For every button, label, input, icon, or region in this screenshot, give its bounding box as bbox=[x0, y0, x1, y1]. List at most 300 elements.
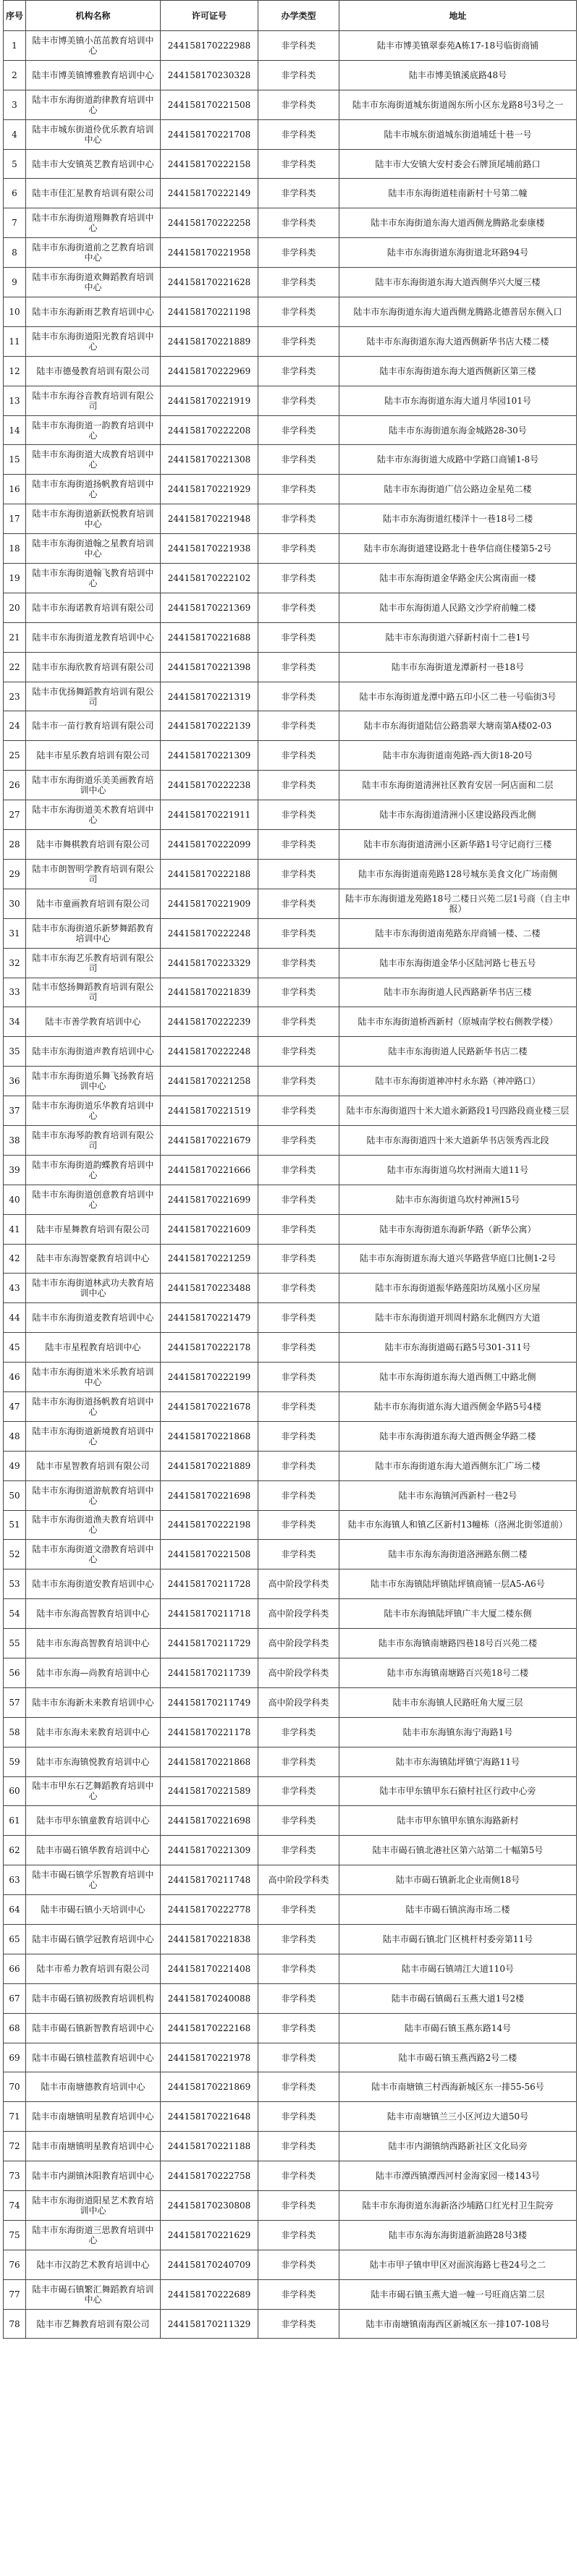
cell-index: 52 bbox=[4, 1540, 26, 1569]
cell-index: 72 bbox=[4, 2132, 26, 2161]
cell-index: 21 bbox=[4, 622, 26, 652]
cell-address: 陆丰市东海镇河西新村一巷2号 bbox=[339, 1480, 577, 1510]
cell-school-type: 非学科类 bbox=[258, 564, 339, 593]
cell-index: 33 bbox=[4, 978, 26, 1007]
cell-school-type: 非学科类 bbox=[258, 326, 339, 356]
cell-org-name: 陆丰市碣石镇华教育培训中心 bbox=[26, 1836, 161, 1865]
cell-index: 41 bbox=[4, 1214, 26, 1244]
cell-org-name: 陆丰市博美镇小茁茁教育培训中心 bbox=[26, 31, 161, 61]
cell-index: 23 bbox=[4, 682, 26, 711]
cell-license-no: 244158170221628 bbox=[161, 268, 258, 297]
cell-address: 陆丰市甲子镇申甲区对面滨海路七巷24号之二 bbox=[339, 2250, 577, 2279]
cell-address: 陆丰市东海镇陆坪镇陆坪镇商铺一层A5-A6号 bbox=[339, 1569, 577, 1599]
cell-address: 陆丰市东海街道东海新华路（新华公寓） bbox=[339, 1214, 577, 1244]
cell-license-no: 244158170221889 bbox=[161, 1451, 258, 1480]
table-row bbox=[4, 1658, 577, 1687]
table-row bbox=[4, 682, 577, 711]
header-license-no: 许可证号 bbox=[161, 1, 258, 31]
cell-address: 陆丰市东海镇陆坪镇宁海路11号 bbox=[339, 1747, 577, 1776]
cell-license-no: 244158170221678 bbox=[161, 1391, 258, 1421]
table-row bbox=[4, 1303, 577, 1333]
cell-org-name: 陆丰市甲东石艺舞蹈教育培训中心 bbox=[26, 1776, 161, 1806]
cell-school-type: 非学科类 bbox=[258, 1244, 339, 1274]
cell-address: 陆丰市东海街道神冲村永东路（神冲路口） bbox=[339, 1067, 577, 1096]
table-row bbox=[4, 31, 577, 61]
cell-index: 76 bbox=[4, 2250, 26, 2279]
table-row bbox=[4, 2072, 577, 2102]
cell-org-name: 陆丰市大安镇英艺教育培训中心 bbox=[26, 149, 161, 179]
cell-index: 34 bbox=[4, 1007, 26, 1037]
cell-address: 陆丰市东海街道广信公路边金星苑二楼 bbox=[339, 475, 577, 504]
cell-index: 25 bbox=[4, 741, 26, 771]
cell-org-name: 陆丰市东海街道美术教育培训中心 bbox=[26, 800, 161, 830]
cell-license-no: 244158170221178 bbox=[161, 1717, 258, 1747]
cell-license-no: 244158170222099 bbox=[161, 830, 258, 860]
cell-index: 3 bbox=[4, 90, 26, 119]
cell-org-name: 陆丰市佳汇星教育培训有限公司 bbox=[26, 179, 161, 208]
cell-org-name: 陆丰市东海街道阳星艺术教育培训中心 bbox=[26, 2191, 161, 2221]
cell-org-name: 陆丰市南塘镇明星教育培训中心 bbox=[26, 2132, 161, 2161]
table-row bbox=[4, 208, 577, 238]
table-row bbox=[4, 2132, 577, 2161]
cell-school-type: 非学科类 bbox=[258, 268, 339, 297]
cell-license-no: 244158170221958 bbox=[161, 238, 258, 268]
cell-index: 78 bbox=[4, 2309, 26, 2339]
cell-index: 55 bbox=[4, 1629, 26, 1658]
cell-address: 陆丰市东海街道东海大道西侧华兴大厦三楼 bbox=[339, 268, 577, 297]
cell-license-no: 244158170221868 bbox=[161, 1747, 258, 1776]
cell-license-no: 244158170221838 bbox=[161, 1925, 258, 1954]
cell-org-name: 陆丰市东海街道声教育培训中心 bbox=[26, 1037, 161, 1067]
cell-license-no: 244158170211718 bbox=[161, 1599, 258, 1629]
cell-school-type: 高中阶段学科类 bbox=[258, 1599, 339, 1629]
header-org-name: 机构名称 bbox=[26, 1, 161, 31]
cell-license-no: 244158170222778 bbox=[161, 1895, 258, 1925]
cell-org-name: 陆丰市东海街道一韵教育培训中心 bbox=[26, 415, 161, 445]
table-row bbox=[4, 1806, 577, 1836]
table-row bbox=[4, 1037, 577, 1067]
table-row bbox=[4, 475, 577, 504]
cell-address: 陆丰市东海街道龙苑路18号二楼日兴苑二层1号商（自主申报） bbox=[339, 889, 577, 918]
cell-address: 陆丰市潭西镇潭西河村金海家园一楼143号 bbox=[339, 2161, 577, 2191]
cell-org-name: 陆丰市东海街道扬帆教育培训中心 bbox=[26, 1391, 161, 1421]
cell-license-no: 244158170221909 bbox=[161, 889, 258, 918]
table-row bbox=[4, 1540, 577, 1569]
cell-index: 15 bbox=[4, 445, 26, 475]
cell-license-no: 244158170221938 bbox=[161, 534, 258, 564]
cell-license-no: 244158170221889 bbox=[161, 326, 258, 356]
cell-index: 19 bbox=[4, 564, 26, 593]
cell-school-type: 高中阶段学科类 bbox=[258, 1687, 339, 1717]
cell-license-no: 244158170221408 bbox=[161, 1954, 258, 1983]
table-row bbox=[4, 1629, 577, 1658]
table-row bbox=[4, 1363, 577, 1392]
cell-school-type: 非学科类 bbox=[258, 1067, 339, 1096]
cell-address: 陆丰市东海镇东海宁海路1号 bbox=[339, 1717, 577, 1747]
cell-license-no: 244158170222969 bbox=[161, 356, 258, 386]
cell-school-type: 非学科类 bbox=[258, 1510, 339, 1540]
cell-org-name: 陆丰市东海诺教育培训有限公司 bbox=[26, 593, 161, 622]
table-row bbox=[4, 1155, 577, 1185]
table-row bbox=[4, 268, 577, 297]
cell-index: 54 bbox=[4, 1599, 26, 1629]
cell-license-no: 244158170211748 bbox=[161, 1865, 258, 1895]
cell-index: 11 bbox=[4, 326, 26, 356]
cell-address: 陆丰市东海街道四十米大道新华书店领秀西北段 bbox=[339, 1125, 577, 1155]
cell-org-name: 陆丰市善学教育培训中心 bbox=[26, 1007, 161, 1037]
cell-license-no: 244158170222198 bbox=[161, 1510, 258, 1540]
cell-school-type: 非学科类 bbox=[258, 741, 339, 771]
table-row bbox=[4, 1569, 577, 1599]
table-row bbox=[4, 1007, 577, 1037]
cell-school-type: 非学科类 bbox=[258, 2279, 339, 2309]
cell-license-no: 244158170221508 bbox=[161, 1540, 258, 1569]
cell-address: 陆丰市东海街道东海大道西侧新区第三楼 bbox=[339, 356, 577, 386]
cell-address: 陆丰市碣石镇北门区桃杆村委旁第11号 bbox=[339, 1925, 577, 1954]
table-row bbox=[4, 238, 577, 268]
cell-address: 陆丰市东海街道龙潭新村一巷18号 bbox=[339, 652, 577, 682]
cell-org-name: 陆丰市东海街道新境教育培训中心 bbox=[26, 1421, 161, 1451]
cell-school-type: 非学科类 bbox=[258, 2072, 339, 2102]
cell-address: 陆丰市东海街道东海大道西侧工中路北侧 bbox=[339, 1363, 577, 1392]
cell-index: 53 bbox=[4, 1569, 26, 1599]
table-row bbox=[4, 1954, 577, 1983]
cell-school-type: 非学科类 bbox=[258, 2191, 339, 2221]
cell-school-type: 非学科类 bbox=[258, 593, 339, 622]
table-row bbox=[4, 415, 577, 445]
cell-license-no: 244158170221698 bbox=[161, 1480, 258, 1510]
table-row bbox=[4, 1717, 577, 1747]
cell-address: 陆丰市东海东海街道洛洲路东侧二楼 bbox=[339, 1540, 577, 1569]
cell-index: 70 bbox=[4, 2072, 26, 2102]
cell-license-no: 244158170222689 bbox=[161, 2279, 258, 2309]
cell-school-type: 非学科类 bbox=[258, 445, 339, 475]
cell-index: 39 bbox=[4, 1155, 26, 1185]
cell-org-name: 陆丰市东海琴韵教育培训有限公司 bbox=[26, 1125, 161, 1155]
cell-org-name: 陆丰市碣石镇初级教育培训机构 bbox=[26, 1983, 161, 2013]
cell-license-no: 244158170222139 bbox=[161, 711, 258, 741]
cell-org-name: 陆丰市东海街道乐美美画教育培训中心 bbox=[26, 771, 161, 800]
cell-school-type: 非学科类 bbox=[258, 208, 339, 238]
cell-school-type: 非学科类 bbox=[258, 1480, 339, 1510]
cell-index: 31 bbox=[4, 918, 26, 948]
cell-school-type: 非学科类 bbox=[258, 238, 339, 268]
cell-index: 20 bbox=[4, 593, 26, 622]
cell-license-no: 244158170221308 bbox=[161, 445, 258, 475]
cell-license-no: 244158170221868 bbox=[161, 1421, 258, 1451]
cell-school-type: 非学科类 bbox=[258, 475, 339, 504]
cell-school-type: 非学科类 bbox=[258, 2250, 339, 2279]
cell-org-name: 陆丰市东海街道乐新梦舞蹈教育培训中心 bbox=[26, 918, 161, 948]
cell-address: 陆丰市东海街道红楼洋十一巷18号二楼 bbox=[339, 504, 577, 534]
cell-license-no: 244158170221609 bbox=[161, 1214, 258, 1244]
table-row bbox=[4, 622, 577, 652]
cell-address: 陆丰市南塘镇兰三小区河边大道50号 bbox=[339, 2102, 577, 2132]
cell-org-name: 陆丰市东海街道扬帆教育培训中心 bbox=[26, 475, 161, 504]
cell-school-type: 非学科类 bbox=[258, 771, 339, 800]
cell-org-name: 陆丰市东海街道阳光教育培训中心 bbox=[26, 326, 161, 356]
cell-index: 16 bbox=[4, 475, 26, 504]
cell-address: 陆丰市南塘镇三村西海新城区东一排55-56号 bbox=[339, 2072, 577, 2102]
cell-school-type: 非学科类 bbox=[258, 1836, 339, 1865]
cell-index: 10 bbox=[4, 297, 26, 327]
cell-org-name: 陆丰市东海欣教育培训有限公司 bbox=[26, 652, 161, 682]
cell-license-no: 244158170222158 bbox=[161, 149, 258, 179]
cell-license-no: 244158170222149 bbox=[161, 179, 258, 208]
cell-index: 38 bbox=[4, 1125, 26, 1155]
cell-license-no: 244158170221929 bbox=[161, 475, 258, 504]
cell-license-no: 244158170222988 bbox=[161, 31, 258, 61]
cell-license-no: 244158170221188 bbox=[161, 2132, 258, 2161]
cell-address: 陆丰市东海街道清洲小区建设路段西北侧 bbox=[339, 800, 577, 830]
cell-school-type: 非学科类 bbox=[258, 1274, 339, 1303]
cell-org-name: 陆丰市东海街道文渤教育培训中心 bbox=[26, 1540, 161, 1569]
cell-school-type: 非学科类 bbox=[258, 1214, 339, 1244]
cell-school-type: 非学科类 bbox=[258, 356, 339, 386]
cell-school-type: 高中阶段学科类 bbox=[258, 1865, 339, 1895]
cell-license-no: 244158170221648 bbox=[161, 2102, 258, 2132]
cell-school-type: 非学科类 bbox=[258, 1391, 339, 1421]
table-row bbox=[4, 1214, 577, 1244]
cell-school-type: 高中阶段学科类 bbox=[258, 1629, 339, 1658]
cell-license-no: 244158170221479 bbox=[161, 1303, 258, 1333]
table-body bbox=[4, 31, 577, 2339]
cell-org-name: 陆丰市星舞教育培训有限公司 bbox=[26, 1214, 161, 1244]
cell-index: 18 bbox=[4, 534, 26, 564]
table-row bbox=[4, 918, 577, 948]
cell-org-name: 陆丰市东海高智教育培训中心 bbox=[26, 1629, 161, 1658]
cell-school-type: 非学科类 bbox=[258, 119, 339, 149]
cell-index: 71 bbox=[4, 2102, 26, 2132]
cell-org-name: 陆丰市东海街道安教育培训中心 bbox=[26, 1569, 161, 1599]
cell-org-name: 陆丰市东海街道麦教育培训中心 bbox=[26, 1303, 161, 1333]
cell-license-no: 244158170221508 bbox=[161, 90, 258, 119]
cell-license-no: 244158170221369 bbox=[161, 593, 258, 622]
cell-license-no: 244158170221948 bbox=[161, 504, 258, 534]
cell-address: 陆丰市东海街道大成路中学路口商铺1-8号 bbox=[339, 445, 577, 475]
cell-address: 陆丰市东海街道清洲社区教育安居一阿店面和二层 bbox=[339, 771, 577, 800]
cell-school-type: 非学科类 bbox=[258, 179, 339, 208]
cell-org-name: 陆丰市东海高智教育培训中心 bbox=[26, 1599, 161, 1629]
cell-school-type: 非学科类 bbox=[258, 386, 339, 415]
cell-license-no: 244158170230808 bbox=[161, 2191, 258, 2221]
table-row bbox=[4, 2191, 577, 2221]
cell-school-type: 非学科类 bbox=[258, 1421, 339, 1451]
table-row bbox=[4, 1599, 577, 1629]
institution-list-table-container bbox=[3, 0, 576, 2339]
cell-org-name: 陆丰市东海街道欢舞蹈教育培训中心 bbox=[26, 268, 161, 297]
cell-org-name: 陆丰市东海智豪教育培训中心 bbox=[26, 1244, 161, 1274]
cell-school-type: 非学科类 bbox=[258, 2132, 339, 2161]
table-row bbox=[4, 948, 577, 978]
cell-license-no: 244158170221708 bbox=[161, 119, 258, 149]
cell-index: 45 bbox=[4, 1333, 26, 1363]
cell-org-name: 陆丰市东海街道乐舞飞扬教育培训中心 bbox=[26, 1067, 161, 1096]
table-row bbox=[4, 90, 577, 119]
cell-org-name: 陆丰市优扬舞蹈教育培训有限公司 bbox=[26, 682, 161, 711]
cell-license-no: 244158170222168 bbox=[161, 2013, 258, 2043]
cell-org-name: 陆丰市东海街道米米乐教育培训中心 bbox=[26, 1363, 161, 1392]
cell-address: 陆丰市东海街道金华小区陆河路七巷五号 bbox=[339, 948, 577, 978]
cell-index: 63 bbox=[4, 1865, 26, 1895]
table-row bbox=[4, 978, 577, 1007]
cell-school-type: 非学科类 bbox=[258, 711, 339, 741]
table-header-row bbox=[4, 1, 577, 31]
cell-index: 1 bbox=[4, 31, 26, 61]
cell-index: 77 bbox=[4, 2279, 26, 2309]
table-row bbox=[4, 1067, 577, 1096]
cell-school-type: 非学科类 bbox=[258, 1096, 339, 1126]
cell-org-name: 陆丰市甲东镇童教育培训中心 bbox=[26, 1806, 161, 1836]
table-row bbox=[4, 1480, 577, 1510]
cell-school-type: 非学科类 bbox=[258, 859, 339, 889]
cell-school-type: 高中阶段学科类 bbox=[258, 1658, 339, 1687]
cell-index: 56 bbox=[4, 1658, 26, 1687]
cell-address: 陆丰市东海街道人民路新华书店二楼 bbox=[339, 1037, 577, 1067]
table-row bbox=[4, 1421, 577, 1451]
cell-org-name: 陆丰市汉韵艺术教育培训中心 bbox=[26, 2250, 161, 2279]
table-row bbox=[4, 771, 577, 800]
cell-index: 43 bbox=[4, 1274, 26, 1303]
cell-license-no: 244158170222188 bbox=[161, 859, 258, 889]
cell-org-name: 陆丰市东海街道翰飞教育培训中心 bbox=[26, 564, 161, 593]
cell-license-no: 244158170211728 bbox=[161, 1569, 258, 1599]
table-row bbox=[4, 1747, 577, 1776]
cell-address: 陆丰市东海镇陆坪镇广丰大厦二楼东侧 bbox=[339, 1599, 577, 1629]
cell-index: 7 bbox=[4, 208, 26, 238]
cell-school-type: 非学科类 bbox=[258, 1125, 339, 1155]
cell-school-type: 非学科类 bbox=[258, 1925, 339, 1954]
cell-address: 陆丰市东海街道南苑路东岸商铺一楼、二楼 bbox=[339, 918, 577, 948]
cell-index: 62 bbox=[4, 1836, 26, 1865]
cell-index: 6 bbox=[4, 179, 26, 208]
cell-org-name: 陆丰市南塘镇明星教育培训中心 bbox=[26, 2102, 161, 2132]
table-row bbox=[4, 1244, 577, 1274]
cell-school-type: 非学科类 bbox=[258, 1185, 339, 1214]
cell-address: 陆丰市东海街道建设路北十巷华信商住楼第5-2号 bbox=[339, 534, 577, 564]
cell-org-name: 陆丰市碣石镇学乐智教育培训中心 bbox=[26, 1865, 161, 1895]
cell-address: 陆丰市东海街道桥西新村（原城南学校右侧教学楼） bbox=[339, 1007, 577, 1037]
header-index: 序号 bbox=[4, 1, 26, 31]
cell-index: 58 bbox=[4, 1717, 26, 1747]
table-row bbox=[4, 356, 577, 386]
cell-address: 陆丰市碣石镇玉燕西路2号二楼 bbox=[339, 2043, 577, 2072]
cell-school-type: 非学科类 bbox=[258, 534, 339, 564]
cell-address: 陆丰市东海街道东海金城路28-30号 bbox=[339, 415, 577, 445]
table-row bbox=[4, 326, 577, 356]
cell-address: 陆丰市甲东镇甲东石猿村社区行政中心旁 bbox=[339, 1776, 577, 1806]
cell-index: 46 bbox=[4, 1363, 26, 1392]
table-row bbox=[4, 1776, 577, 1806]
table-row bbox=[4, 445, 577, 475]
cell-address: 陆丰市东海街道振华路莲阳坊凤凰小区房屋 bbox=[339, 1274, 577, 1303]
cell-address: 陆丰市东海镇人和镇乙区新村13幢栋（洛洲北街邻道前） bbox=[339, 1510, 577, 1540]
cell-org-name: 陆丰市碣石镇小天培训中心 bbox=[26, 1895, 161, 1925]
table-row bbox=[4, 179, 577, 208]
cell-index: 4 bbox=[4, 119, 26, 149]
table-row bbox=[4, 1895, 577, 1925]
cell-school-type: 非学科类 bbox=[258, 652, 339, 682]
cell-address: 陆丰市东海街道碣石路5号301-311号 bbox=[339, 1333, 577, 1363]
cell-index: 14 bbox=[4, 415, 26, 445]
cell-org-name: 陆丰市东海街道新跃悦教育培训中心 bbox=[26, 504, 161, 534]
cell-org-name: 陆丰市东海街道渔夫教育培训中心 bbox=[26, 1510, 161, 1540]
cell-license-no: 244158170222758 bbox=[161, 2161, 258, 2191]
cell-address: 陆丰市甲东镇甲东镇东海路新村 bbox=[339, 1806, 577, 1836]
cell-address: 陆丰市东海镇南塘路百兴苑18号二楼 bbox=[339, 1658, 577, 1687]
cell-school-type: 非学科类 bbox=[258, 1954, 339, 1983]
table-row bbox=[4, 859, 577, 889]
cell-org-name: 陆丰市东海街道翰之星教育培训中心 bbox=[26, 534, 161, 564]
cell-address: 陆丰市南塘镇南海西区新城区东一排107-108号 bbox=[339, 2309, 577, 2339]
cell-address: 陆丰市东海街道东海街道北环路94号 bbox=[339, 238, 577, 268]
table-row bbox=[4, 1391, 577, 1421]
cell-license-no: 244158170222102 bbox=[161, 564, 258, 593]
cell-school-type: 非学科类 bbox=[258, 1540, 339, 1569]
cell-school-type: 非学科类 bbox=[258, 2102, 339, 2132]
cell-license-no: 244158170221919 bbox=[161, 386, 258, 415]
cell-org-name: 陆丰市悠扬舞蹈教育培训有限公司 bbox=[26, 978, 161, 1007]
cell-address: 陆丰市东海街道开圳周村路东北侧四方大道 bbox=[339, 1303, 577, 1333]
institution-table bbox=[3, 0, 577, 2339]
cell-index: 57 bbox=[4, 1687, 26, 1717]
table-row bbox=[4, 1125, 577, 1155]
cell-license-no: 244158170221699 bbox=[161, 1185, 258, 1214]
cell-org-name: 陆丰市朗智明学教育培训有限公司 bbox=[26, 859, 161, 889]
table-row bbox=[4, 711, 577, 741]
cell-index: 69 bbox=[4, 2043, 26, 2072]
cell-index: 65 bbox=[4, 1925, 26, 1954]
cell-license-no: 244158170221679 bbox=[161, 1125, 258, 1155]
cell-index: 50 bbox=[4, 1480, 26, 1510]
cell-address: 陆丰市东海街道南苑路128号城东美食文化广场南侧 bbox=[339, 859, 577, 889]
cell-license-no: 244158170223488 bbox=[161, 1274, 258, 1303]
cell-index: 40 bbox=[4, 1185, 26, 1214]
table-row bbox=[4, 1983, 577, 2013]
cell-address: 陆丰市东海街道城东街道阁东所小区东龙路8号3号之一 bbox=[339, 90, 577, 119]
cell-org-name: 陆丰市东海—尚教育培训中心 bbox=[26, 1658, 161, 1687]
cell-license-no: 244158170221398 bbox=[161, 652, 258, 682]
cell-index: 13 bbox=[4, 386, 26, 415]
table-row bbox=[4, 889, 577, 918]
cell-license-no: 244158170221978 bbox=[161, 2043, 258, 2072]
cell-index: 28 bbox=[4, 830, 26, 860]
cell-school-type: 非学科类 bbox=[258, 1983, 339, 2013]
cell-org-name: 陆丰市东海街道大成教育培训中心 bbox=[26, 445, 161, 475]
table-row bbox=[4, 1274, 577, 1303]
cell-index: 2 bbox=[4, 60, 26, 90]
cell-org-name: 陆丰市东海镇悦教育培训中心 bbox=[26, 1747, 161, 1776]
cell-org-name: 陆丰市德曼教育培训有限公司 bbox=[26, 356, 161, 386]
table-row bbox=[4, 1185, 577, 1214]
cell-school-type: 非学科类 bbox=[258, 90, 339, 119]
cell-address: 陆丰市东海街道东海大道西侧东汇广场二楼 bbox=[339, 1451, 577, 1480]
cell-school-type: 高中阶段学科类 bbox=[258, 1569, 339, 1599]
table-row bbox=[4, 60, 577, 90]
cell-school-type: 非学科类 bbox=[258, 60, 339, 90]
cell-org-name: 陆丰市东海街道韵蝶教育培训中心 bbox=[26, 1155, 161, 1185]
cell-school-type: 非学科类 bbox=[258, 1303, 339, 1333]
cell-org-name: 陆丰市东海街道前之艺教育培训中心 bbox=[26, 238, 161, 268]
cell-index: 60 bbox=[4, 1776, 26, 1806]
cell-index: 61 bbox=[4, 1806, 26, 1836]
cell-school-type: 非学科类 bbox=[258, 889, 339, 918]
cell-address: 陆丰市东海街道东海大道西侧龙腾路北泰康楼 bbox=[339, 208, 577, 238]
cell-address: 陆丰市东海街道乌坎村神洲15号 bbox=[339, 1185, 577, 1214]
cell-address: 陆丰市碣石镇玉燕大道一幢一号旺商店第二层 bbox=[339, 2279, 577, 2309]
table-row bbox=[4, 1925, 577, 1954]
cell-address: 陆丰市碣石镇北港社区第六站第二十幅第5号 bbox=[339, 1836, 577, 1865]
